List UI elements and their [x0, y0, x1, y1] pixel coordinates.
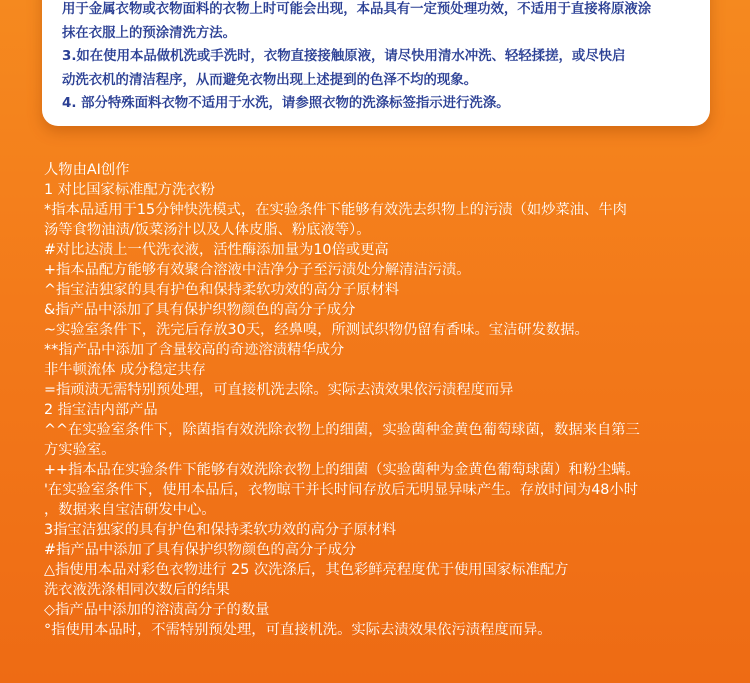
footnote-line: &指产品中添加了具有保护织物颜色的高分子成分: [44, 302, 356, 318]
instruction-line: 3.如在使用本品做机洗或手洗时，衣物直接接触原液，请尽快用清水冲洗、轻轻揉搓，或尽快启: [62, 49, 626, 64]
footnote-line: 3指宝洁独家的具有护色和保持柔软功效的高分子原材料: [44, 522, 397, 538]
instruction-line: 用于金属衣物或衣物面料的衣物上时可能会出现，本品具有一定预处理功效，不适用于直接将原液涂: [62, 2, 652, 17]
footnote-line: 非牛顿流体 成分稳定共存: [44, 362, 206, 378]
footnote-line: +指本品配方能够有效聚合溶液中洁净分子至污渍处分解清洁污渍。: [44, 262, 471, 278]
footnote-line: ，数据来自宝洁研发中心。: [44, 502, 216, 518]
footnote-line: 2 指宝洁内部产品: [44, 402, 158, 418]
footnote-line: #指产品中添加了具有保护织物颜色的高分子成分: [44, 542, 357, 558]
footnote-line: ◇指产品中添加的溶渍高分子的数量: [44, 602, 270, 618]
instruction-line: 动洗衣机的清洁程序，从而避免衣物出现上述提到的色泽不均的现象。: [62, 72, 478, 88]
footnote-line: *指本品适用于15分钟快洗模式，在实验条件下能够有效洗去织物上的污渍（如炒菜油、牛肉: [44, 202, 627, 218]
footnote-line: △指使用本品对彩色衣物进行 25 次洗涤后，其色彩鲜亮程度优于使用国家标准配方: [44, 562, 569, 578]
footnote-line: ~实验室条件下，洗完后存放30天，经鼻嗅，所测试织物仍留有香味。宝洁研发数据。: [44, 322, 589, 338]
footnote-line: °指使用本品时，不需特别预处理，可直接机洗。实际去渍效果依污渍程度而异。: [44, 622, 552, 638]
instructions-text: [62, 0, 702, 116]
instruction-line: 抹在衣服上的预涂清洗方法。: [62, 25, 237, 41]
footnote-line: 汤等食物油渍/饭菜汤汁以及人体皮脂、粉底液等）。: [44, 222, 371, 238]
instructions-card: [42, 0, 710, 126]
footnote-line: #对比达渍上一代洗衣液，活性酶添加量为10倍或更高: [44, 242, 389, 258]
footnote-line: ++指本品在实验条件下能够有效洗除衣物上的细菌（实验菌种为金黄色葡萄球菌）和粉尘螨。: [44, 462, 640, 478]
footnotes: [44, 160, 744, 640]
footnote-line: 人物由AI创作: [44, 162, 130, 178]
footnote-line: **指产品中添加了含量较高的奇迹溶渍精华成分: [44, 342, 345, 358]
footnote-line: 方实验室。: [44, 442, 116, 458]
footnote-line: =指顽渍无需特别预处理，可直接机洗去除。实际去渍效果依污渍程度而异: [44, 382, 514, 398]
footnote-line: ^^在实验室条件下，除菌指有效洗除衣物上的细菌，实验菌种金黄色葡萄球菌，数据来自第三: [44, 422, 640, 438]
footnote-line: 洗衣液洗涤相同次数后的结果: [44, 582, 230, 598]
footnote-line: '在实验室条件下，使用本品后，衣物晾干并长时间存放后无明显异味产生。存放时间为48小时: [44, 482, 638, 498]
footnote-line: 1 对比国家标准配方洗衣粉: [44, 182, 215, 198]
instruction-line: 4. 部分特殊面料衣物不适用于水洗，请参照衣物的洗涤标签指示进行洗涤。: [62, 96, 510, 111]
footnote-line: ^指宝洁独家的具有护色和保持柔软功效的高分子原材料: [44, 282, 400, 298]
